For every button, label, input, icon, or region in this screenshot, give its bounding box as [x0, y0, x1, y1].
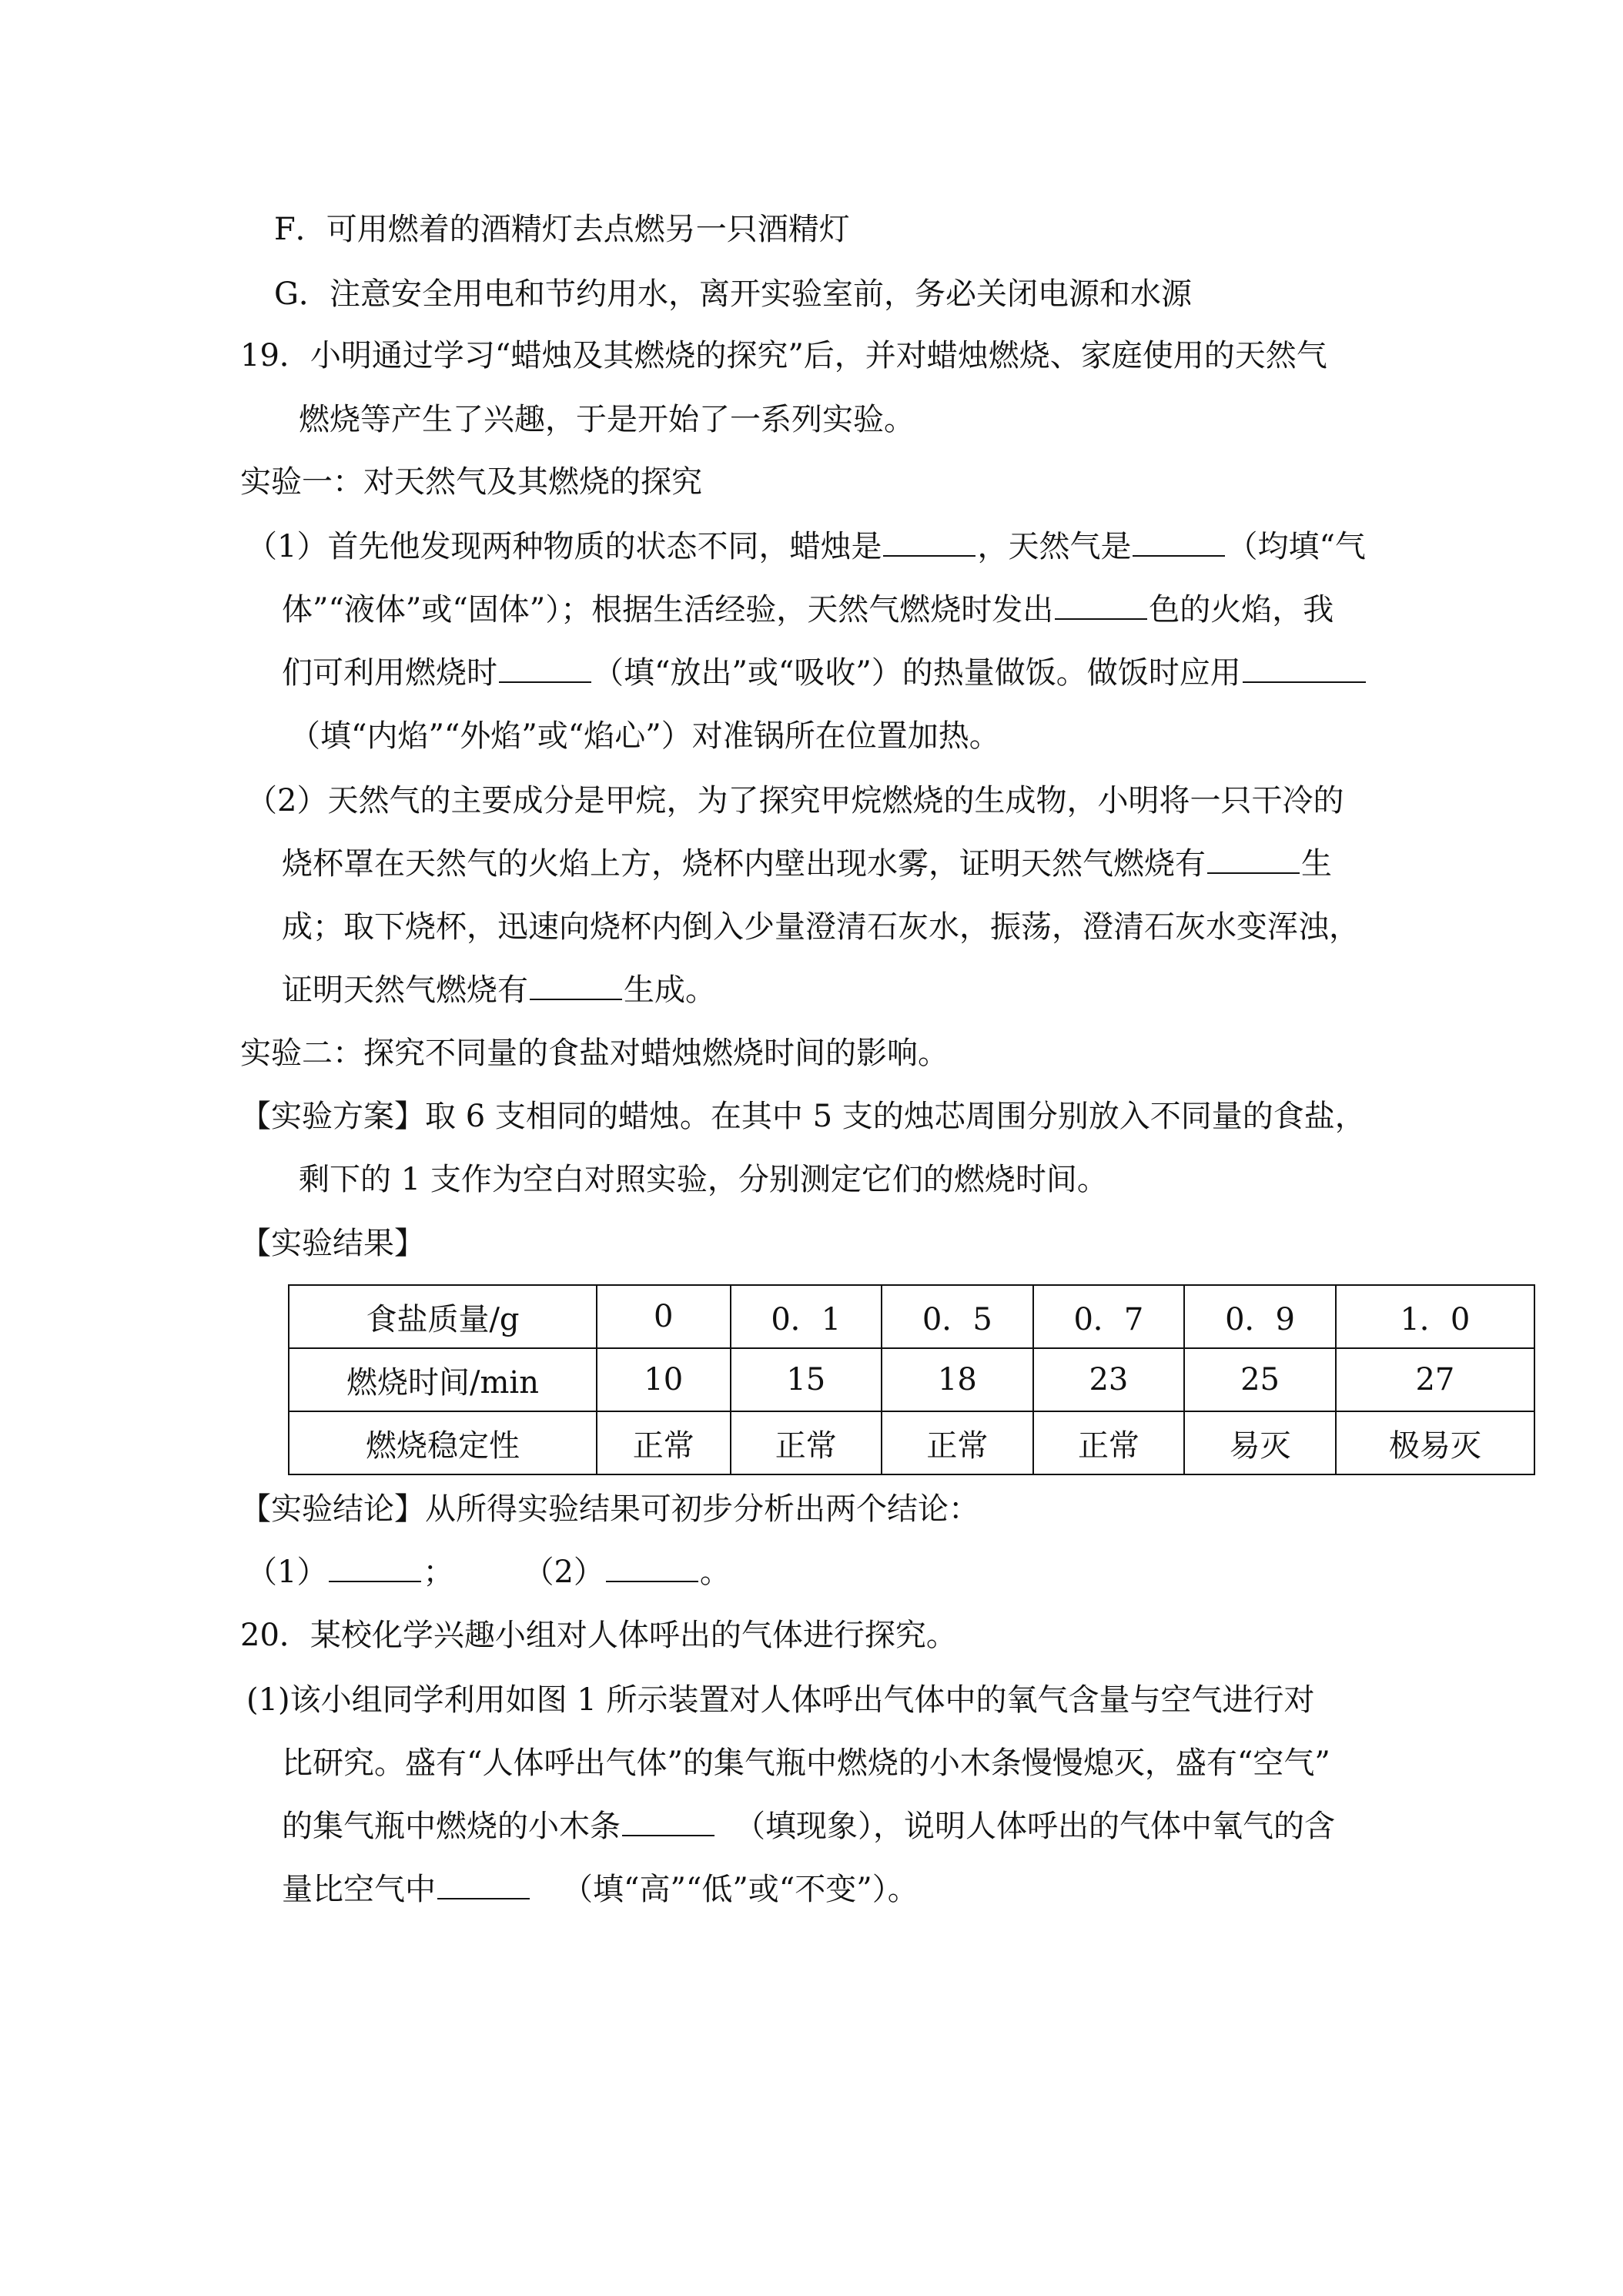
question-19-line-1: 19．小明通过学习“蜡烛及其燃烧的探究”后，并对蜡烛燃烧、家庭使用的天然气	[240, 338, 1327, 373]
table-cell: 15	[731, 1348, 882, 1411]
answer-blank[interactable]	[1243, 651, 1366, 683]
table-cell: 易灭	[1184, 1411, 1336, 1474]
table-cell: 25	[1184, 1348, 1336, 1411]
table-cell: 正常	[597, 1411, 731, 1474]
answer-blank[interactable]	[883, 524, 975, 557]
part-2-text-c: 证明天然气燃烧有	[282, 972, 528, 1008]
part-2-line-3: 成；取下烧杯，迅速向烧杯内倒入少量澄清石灰水，振荡，澄清石灰水变浑浊，	[282, 909, 1360, 945]
conclusion-heading: 【实验结论】从所得实验结果可初步分析出两个结论：	[240, 1491, 979, 1527]
table-cell: 27	[1336, 1348, 1534, 1411]
question-19-line-2: 燃烧等产生了兴趣，于是开始了一系列实验。	[299, 402, 915, 437]
part-1-text-c: （均填“气	[1226, 529, 1366, 564]
question-20-line-1: (1)该小组同学利用如图 1 所示装置对人体呼出气体中的氧气含量与空气进行对	[246, 1682, 1315, 1718]
table-cell: 正常	[731, 1411, 882, 1474]
answer-blank[interactable]	[499, 651, 591, 683]
q20-text-a: 的集气瓶中燃烧的小木条	[282, 1809, 621, 1844]
table-row	[289, 1348, 1534, 1411]
table-cell: 极易灭	[1336, 1411, 1534, 1474]
experiment-1-heading: 实验一：对天然气及其燃烧的探究	[240, 464, 702, 500]
conclusion-1-label: （1）	[246, 1555, 328, 1590]
part-1-text-e: 色的火焰，我	[1149, 592, 1334, 628]
result-heading: 【实验结果】	[240, 1226, 425, 1261]
answer-blank[interactable]	[329, 1550, 421, 1582]
part-2-text-b: 生	[1301, 846, 1332, 882]
table-cell: 10	[597, 1348, 731, 1411]
table-header-cell: 燃烧时间/min	[289, 1348, 597, 1411]
table-row	[289, 1285, 1534, 1348]
table-cell: 正常	[882, 1411, 1033, 1474]
part-1-text-d: 体”“液体”或“固体”）；根据生活经验，天然气燃烧时发出	[282, 592, 1054, 628]
table-cell: 18	[882, 1348, 1033, 1411]
answer-blank[interactable]	[1207, 842, 1300, 874]
part-1-text-f: 们可利用燃烧时	[282, 655, 497, 691]
question-20-line-3	[282, 1803, 1335, 1849]
answer-blank[interactable]	[530, 968, 622, 1000]
part-2-line-4	[282, 967, 716, 1013]
part-2-line-2	[282, 841, 1332, 887]
part-1-text-g: （填“放出”或“吸收”）的热量做饭。做饭时应用	[593, 655, 1241, 691]
part-1-text-a: （1）首先他发现两种物质的状态不同，蜡烛是	[246, 529, 882, 564]
answer-blank[interactable]	[1055, 587, 1147, 620]
part-1-text-b: ，天然气是	[977, 529, 1132, 564]
part-1-line-4: （填“内焰”“外焰”或“焰心”）对准锅所在位置加热。	[289, 718, 1000, 754]
part-2-text-a: 烧杯罩在天然气的火焰上方，烧杯内壁出现水雾，证明天然气燃烧有	[282, 846, 1206, 882]
answer-blank[interactable]	[1133, 524, 1225, 557]
answer-blank[interactable]	[622, 1804, 714, 1836]
table-row	[289, 1411, 1534, 1474]
option-g: G．注意安全用电和节约用水，离开实验室前，务必关闭电源和水源	[274, 276, 1192, 312]
table-cell: 正常	[1033, 1411, 1185, 1474]
part-1-line-2	[282, 587, 1334, 633]
result-table	[288, 1284, 1535, 1475]
conclusion-answers	[246, 1549, 731, 1595]
table-cell: 1．0	[1336, 1285, 1534, 1348]
conclusion-separator: ；	[423, 1555, 454, 1590]
table-cell: 0	[597, 1285, 731, 1348]
part-2-text-d: 生成。	[624, 972, 716, 1008]
table-cell: 0．1	[731, 1285, 882, 1348]
answer-blank[interactable]	[437, 1867, 530, 1899]
table-cell: 0．5	[882, 1285, 1033, 1348]
table-cell: 0．7	[1033, 1285, 1185, 1348]
table-cell: 23	[1033, 1348, 1185, 1411]
table-cell: 0．9	[1184, 1285, 1336, 1348]
conclusion-end: 。	[699, 1555, 731, 1590]
question-20-line-2: 比研究。盛有“人体呼出气体”的集气瓶中燃烧的小木条慢慢熄灭，盛有“空气”	[282, 1745, 1330, 1781]
q20-text-c: 量比空气中	[282, 1872, 436, 1907]
q20-text-d: （填“高”“低”或“不变”）。	[562, 1872, 919, 1907]
plan-line-1: 【实验方案】取 6 支相同的蜡烛。在其中 5 支的烛芯周围分别放入不同量的食盐，	[240, 1099, 1366, 1134]
answer-blank[interactable]	[606, 1550, 698, 1582]
experiment-2-heading: 实验二：探究不同量的食盐对蜡烛燃烧时间的影响。	[240, 1036, 949, 1071]
q20-text-b: （填现象），说明人体呼出的气体中氧气的含	[735, 1809, 1335, 1844]
conclusion-2-label: （2）	[523, 1555, 604, 1590]
part-1-line-1	[246, 524, 1366, 570]
table-header-cell: 燃烧稳定性	[289, 1411, 597, 1474]
part-1-line-3	[282, 650, 1367, 696]
plan-line-2: 剩下的 1 支作为空白对照实验，分别测定它们的燃烧时间。	[299, 1162, 1108, 1197]
part-2-line-1: （2）天然气的主要成分是甲烷，为了探究甲烷燃烧的生成物，小明将一只干冷的	[246, 783, 1344, 818]
option-f: F．可用燃着的酒精灯去点燃另一只酒精灯	[274, 212, 850, 247]
table-header-cell: 食盐质量/g	[289, 1285, 597, 1348]
question-20: 20．某校化学兴趣小组对人体呼出的气体进行探究。	[240, 1618, 957, 1653]
question-20-line-4	[282, 1866, 919, 1913]
